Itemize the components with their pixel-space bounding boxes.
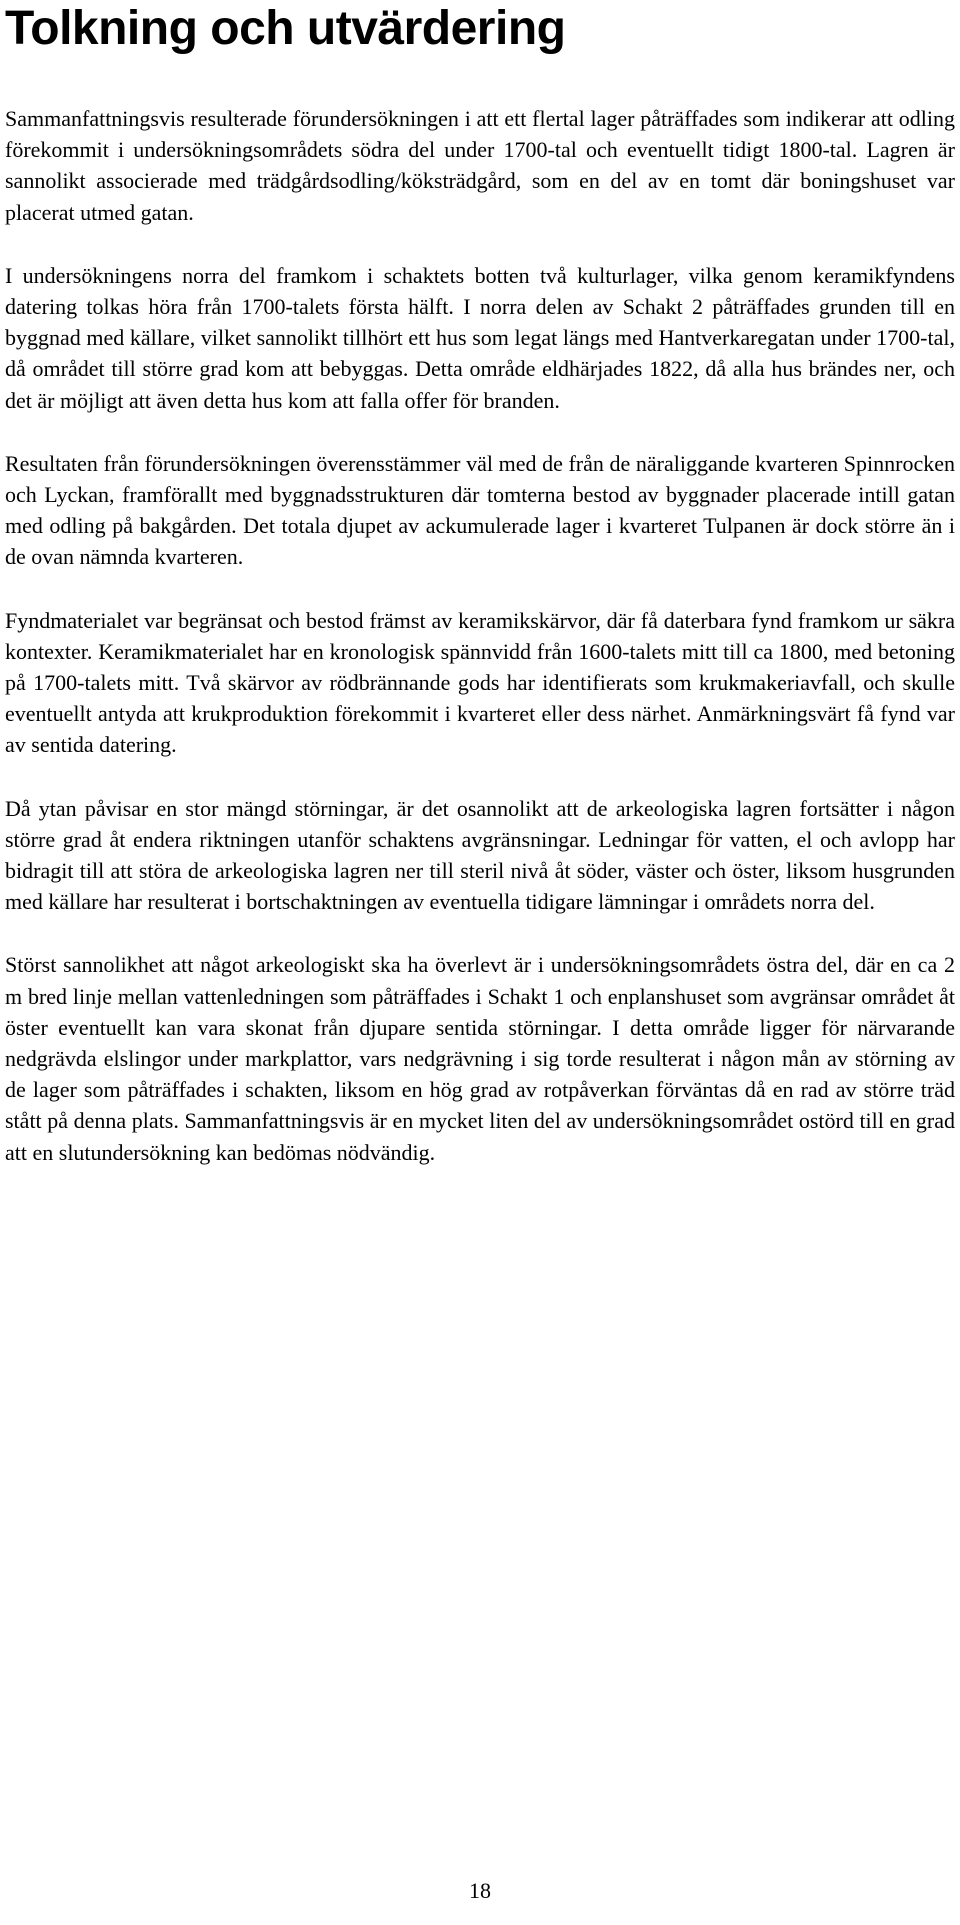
- paragraph-comparison: Resultaten från förundersökningen överensstämmer väl med de från de näraliggande kvarteren Spinnrocken och Lyckan, framförallt med byggnadsstrukturen där tomterna bestod av byggnader placerade intill gatan med odling på bakgården. Det totala djupet av ackumulerade lager i kvarteret Tulpanen är dock större än i de ovan nämnda kvarteren.: [5, 450, 955, 570]
- section-heading: Tolkning och utvärdering: [5, 2, 566, 55]
- paragraph-northern-part: I undersökningens norra del framkom i schaktets botten två kulturlager, vilka genom keramikfyndens datering tolkas höra från 1700-talets första hälft. I norra delen av Schakt 2 påträffades grunden till en byggnad med källare, vilket sannolikt tillhört ett hus som legat längs med Hantverkaregatan under 1700-tal, då området till större grad kom att bebyggas. Detta område eldhärjades 1822, då alla hus brändes ner, och det är möjligt att även detta hus kom att falla offer för branden.: [5, 262, 955, 413]
- paragraph-finds: Fyndmaterialet var begränsat och bestod främst av keramikskärvor, där få daterbara fynd framkom ur säkra kontexter. Keramikmaterialet har en kronologisk spännvidd från 1600-talets mitt till ca 1800, med betoning på 1700-talets mitt. Två skärvor av rödbrännande gods har identifierats som krukmakeriavfall, och skulle eventuellt antyda att krukproduktion förekommit i kvarteret eller dess närhet. Anmärkningsvärt få fynd var av sentida datering.: [5, 607, 955, 758]
- paragraph-disturbances: Då ytan påvisar en stor mängd störningar, är det osannolikt att de arkeologiska lagren fortsätter i någon större grad åt endera riktningen utanför schaktens avgränsningar. Ledningar för vatten, el och avlopp har bidragit till att störa de arkeologiska lagren ner till steril nivå åt söder, väster och öster, liksom husgrunden med källare har resulterat i bortschaktningen av eventuella tidigare lämningar i områdets norra del.: [5, 795, 955, 915]
- page-number: 18: [469, 1878, 491, 1903]
- paragraph-conclusion: Störst sannolikhet att något arkeologiskt ska ha överlevt är i undersökningsområdets östra del, där en ca 2 m bred linje mellan vattenledningen som påträffades i Schakt 1 och enplanshuset som avgränsar området åt öster eventuellt kan vara skonat från djupare sentida störningar. I detta område ligger för närvarande nedgrävda elslingor under markplattor, vars nedgrävning i sig torde resulterat i någon mån av störning av de lager som påträffades i schakten, liksom en hög grad av rotpåverkan förväntas då en rad av större träd stått på denna plats. Sammanfattningsvis är en mycket liten del av undersökningsområdet ostörd till en grad att en slutundersökning kan bedömas nödvändig.: [5, 952, 955, 1165]
- paragraph-summary: Sammanfattningsvis resulterade förundersökningen i att ett flertal lager påträffades som indikerar att odling förekommit i undersökningsområdets södra del under 1700-tal och eventuellt tidigt 1800-tal. Lagren är sannolikt associerade med trädgårdsodling/köksträdgård, som en del av en tomt där boningshuset var placerat utmed gatan.: [5, 106, 955, 225]
- body-text: [5, 103, 955, 1168]
- document-page: [5, 0, 955, 1200]
